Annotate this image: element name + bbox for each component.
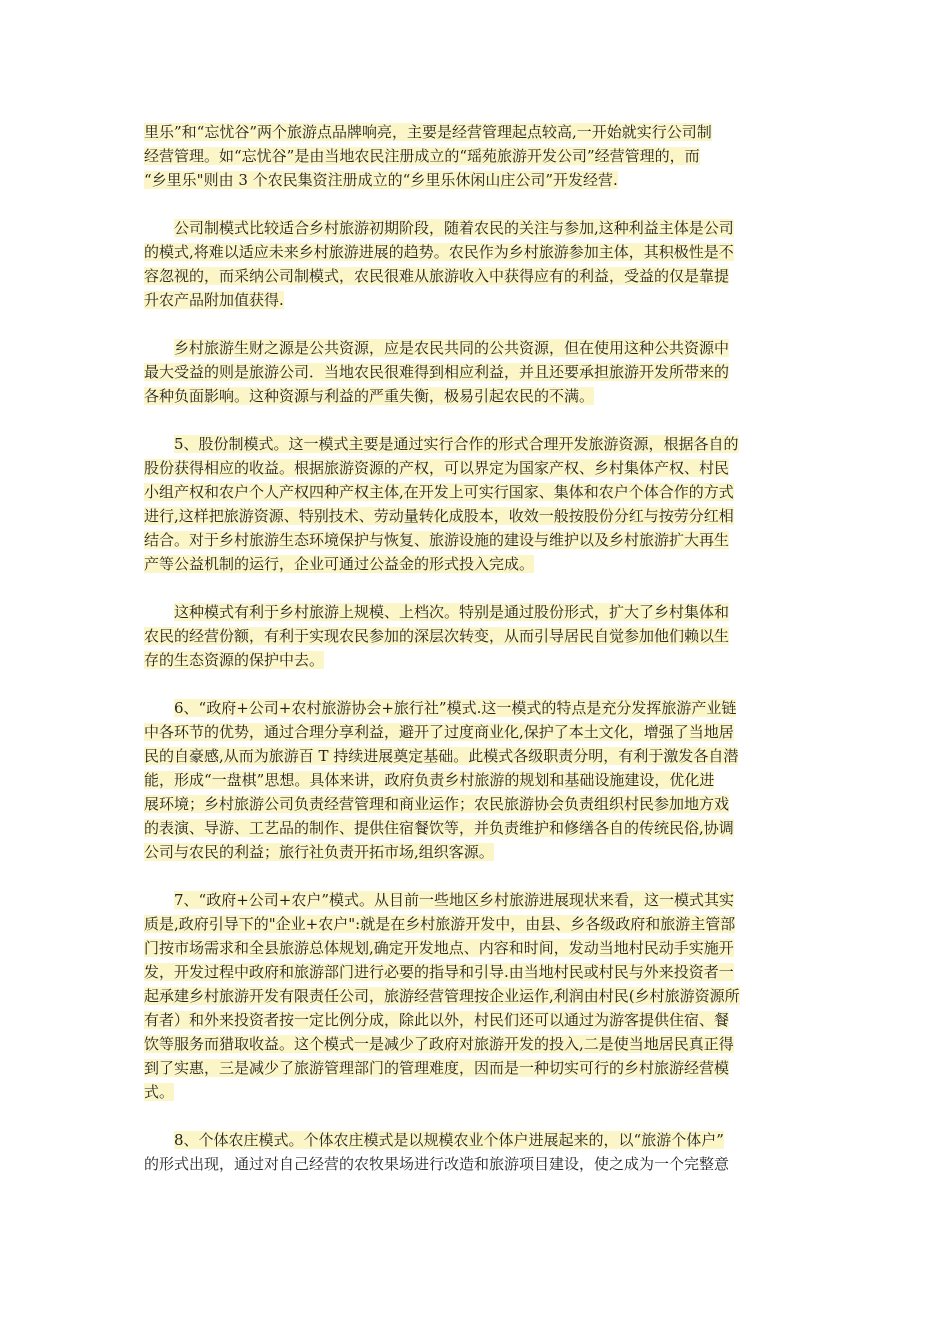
text-line: 容忽视的，而采纳公司制模式，农民很难从旅游收入中获得应有的利益，受益的仅是靠提 (144, 267, 730, 285)
text-line: 有者）和外来投资者按一定比例分成，除此以外，村民们还可以通过为游客提供住宿、餐 (144, 1011, 730, 1029)
document-body (144, 120, 808, 1200)
text-line: 经营管理。如“忘忧谷”是由当地农民注册成立的“瑶苑旅游开发公司”经营管理的，而 (144, 147, 700, 165)
text-line: 农民的经营份额，有利于实现农民参加的深层次转变，从而引导居民自觉参加他们赖以生 (144, 627, 730, 645)
text-line: 结合。对于乡村旅游生态环境保护与恢复、旅游设施的建设与维护以及乡村旅游扩大再生 (144, 531, 730, 549)
text-line: 发，开发过程中政府和旅游部门进行必要的指导和引导.由当地村民或村民与外来投资者一 (144, 963, 734, 981)
text-line: 股份获得相应的收益。根据旅游资源的产权，可以界定为国家产权、乡村集体产权、村民 (144, 459, 730, 477)
text-line: 进行,这样把旅游资源、特别技术、劳动量转化成股本，收效一般按股份分红与按劳分红相 (144, 507, 734, 525)
text-line: 式。 (144, 1083, 175, 1101)
text-line: 门按市场需求和全县旅游总体规划,确定开发地点、内容和时间，发动当地村民动手实施开 (144, 939, 734, 957)
paragraph-individual-farm-model (144, 1128, 808, 1176)
text-line: 升农产品附加值获得. (144, 291, 284, 309)
paragraph-government-company-association-model (144, 696, 808, 864)
text-line: 公司与农民的利益；旅行社负责开拓市场,组织客源。 (144, 843, 494, 861)
text-line: 中各环节的优势，通过合理分享利益，避开了过度商业化,保护了本土文化，增强了当地居 (144, 723, 734, 741)
text-line: 5、股份制模式。这一模式主要是通过实行合作的形式合理开发旅游资源，根据各自的 (174, 435, 739, 453)
paragraph-public-resources (144, 336, 808, 408)
text-line: 到了实惠，三是减少了旅游管理部门的管理难度，因而是一种切实可行的乡村旅游经营模 (144, 1059, 730, 1077)
text-line: 的表演、导游、工艺品的制作、提供住宿餐饮等，并负责维护和修缮各自的传统民俗,协调 (144, 819, 734, 837)
text-line: 乡村旅游生财之源是公共资源，应是农民共同的公共资源，但在使用这种公共资源中 (174, 339, 730, 357)
text-line: 能，形成“一盘棋”思想。具体来讲，政府负责乡村旅游的规划和基础设施建设，优化进 (144, 771, 715, 789)
text-line: 小组产权和农户个人产权四种产权主体,在开发上可实行国家、集体和农户个体合作的方式 (144, 483, 734, 501)
text-line: 最大受益的则是旅游公司．当地农民很难得到相应利益，并且还要承担旅游开发所带来的 (144, 363, 730, 381)
text-line: 6、“政府+公司+农村旅游协会+旅行社”模式.这一模式的特点是充分发挥旅游产业链 (174, 699, 737, 717)
text-line: 的形式出现，通过对自己经营的农牧果场进行改造和旅游项目建设，使之成为一个完整意 (144, 1155, 730, 1173)
text-line: 8、个体农庄模式。个体农庄模式是以规模农业个体户进展起来的，以“旅游个体户” (174, 1131, 724, 1149)
text-line: 各种负面影响。这种资源与利益的严重失衡，极易引起农民的不满。 (144, 387, 595, 405)
paragraph-government-company-farmer-model (144, 888, 808, 1104)
paragraph-shareholding-model (144, 432, 808, 576)
text-line: 起承建乡村旅游开发有限责任公司，旅游经营管理按企业运作,利润由村民(乡村旅游资源所 (144, 987, 740, 1005)
paragraph-wangyougu-intro (144, 120, 808, 192)
text-line: 饮等服务而猎取收益。这个模式一是减少了政府对旅游开发的投入,二是使当地居民真正得 (144, 1035, 734, 1053)
text-line: 存的生态资源的保护中去。 (144, 651, 325, 669)
paragraph-company-model (144, 216, 808, 312)
text-line: 质是,政府引导下的"企业+农户":就是在乡村旅游开发中，由县、乡各级政府和旅游主管部 (144, 915, 736, 933)
text-line: 民的自豪感,从而为旅游百 T 持续进展奠定基础。此模式各级职责分明，有利于激发各自潜 (144, 747, 739, 765)
paragraph-shareholding-benefits (144, 600, 808, 672)
text-line: 公司制模式比较适合乡村旅游初期阶段，随着农民的关注与参加,这种利益主体是公司 (174, 219, 734, 237)
text-line: 展环境；乡村旅游公司负责经营管理和商业运作；农民旅游协会负责组织村民参加地方戏 (144, 795, 730, 813)
text-line: 里乐”和“忘忧谷”两个旅游点品牌响亮，主要是经营管理起点较高,一开始就实行公司制 (144, 123, 712, 141)
text-line: 7、“政府+公司+农户”模式。从目前一些地区乡村旅游进展现状来看，这一模式其实 (174, 891, 735, 909)
text-line: 产等公益机制的运行，企业可通过公益金的形式投入完成。 (144, 555, 535, 573)
text-line: 的模式,将难以适应未来乡村旅游进展的趋势。农民作为乡村旅游参加主体，其积极性是不 (144, 243, 734, 261)
text-line: 这种模式有利于乡村旅游上规模、上档次。特别是通过股份形式，扩大了乡村集体和 (174, 603, 730, 621)
text-line: “乡里乐"则由 3 个农民集资注册成立的“乡里乐休闲山庄公司”开发经营. (144, 171, 618, 189)
